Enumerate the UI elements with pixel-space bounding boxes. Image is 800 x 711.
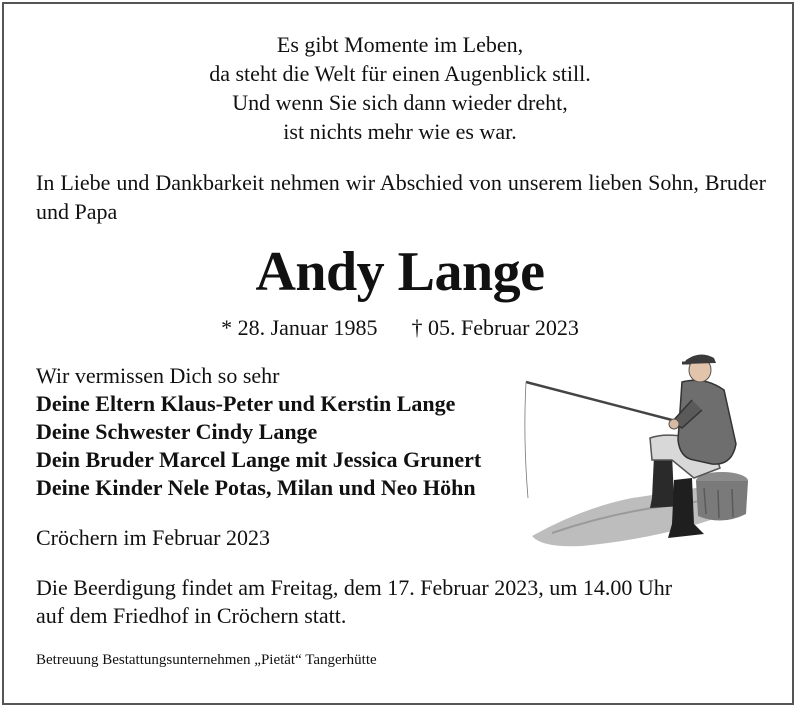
poem-line: Und wenn Sie sich dann wieder dreht, xyxy=(232,90,568,115)
intro-text: In Liebe und Dankbarkeit nehmen wir Abschied von unserem lieben Sohn, Bruder und Papa xyxy=(36,170,766,224)
deceased-name: Andy Lange xyxy=(255,241,545,303)
poem-line: Es gibt Momente im Leben, xyxy=(276,32,524,57)
miss-line: Wir vermissen Dich so sehr xyxy=(36,363,280,388)
poem-line: da steht die Welt für einen Augenblick still. xyxy=(209,61,591,86)
family-line: Dein Bruder Marcel Lange mit Jessica Grunert xyxy=(36,447,482,472)
place-date: Cröchern im Februar 2023 xyxy=(36,525,270,550)
family-line: Deine Eltern Klaus-Peter und Kerstin Lange xyxy=(36,391,456,416)
death-date: † 05. Februar 2023 xyxy=(411,315,579,340)
fisherman-icon xyxy=(522,348,762,553)
family-signatures xyxy=(36,362,556,502)
funeral-line: auf dem Friedhof in Cröchern statt. xyxy=(36,603,347,628)
family-line: Deine Schwester Cindy Lange xyxy=(36,419,318,444)
birth-date: * 28. Januar 1985 xyxy=(221,315,378,340)
poem-line: ist nichts mehr wie es war. xyxy=(283,119,517,144)
undertaker-note: Betreuung Bestattungsunternehmen „Pietät“ Tangerhütte xyxy=(36,652,377,668)
funeral-line: Die Beerdigung findet am Freitag, dem 17. Februar 2023, um 14.00 Uhr xyxy=(36,575,673,600)
life-dates xyxy=(0,314,800,342)
poem xyxy=(0,30,800,146)
funeral-info xyxy=(36,574,776,630)
family-line: Deine Kinder Nele Potas, Milan und Neo Höhn xyxy=(36,475,476,500)
